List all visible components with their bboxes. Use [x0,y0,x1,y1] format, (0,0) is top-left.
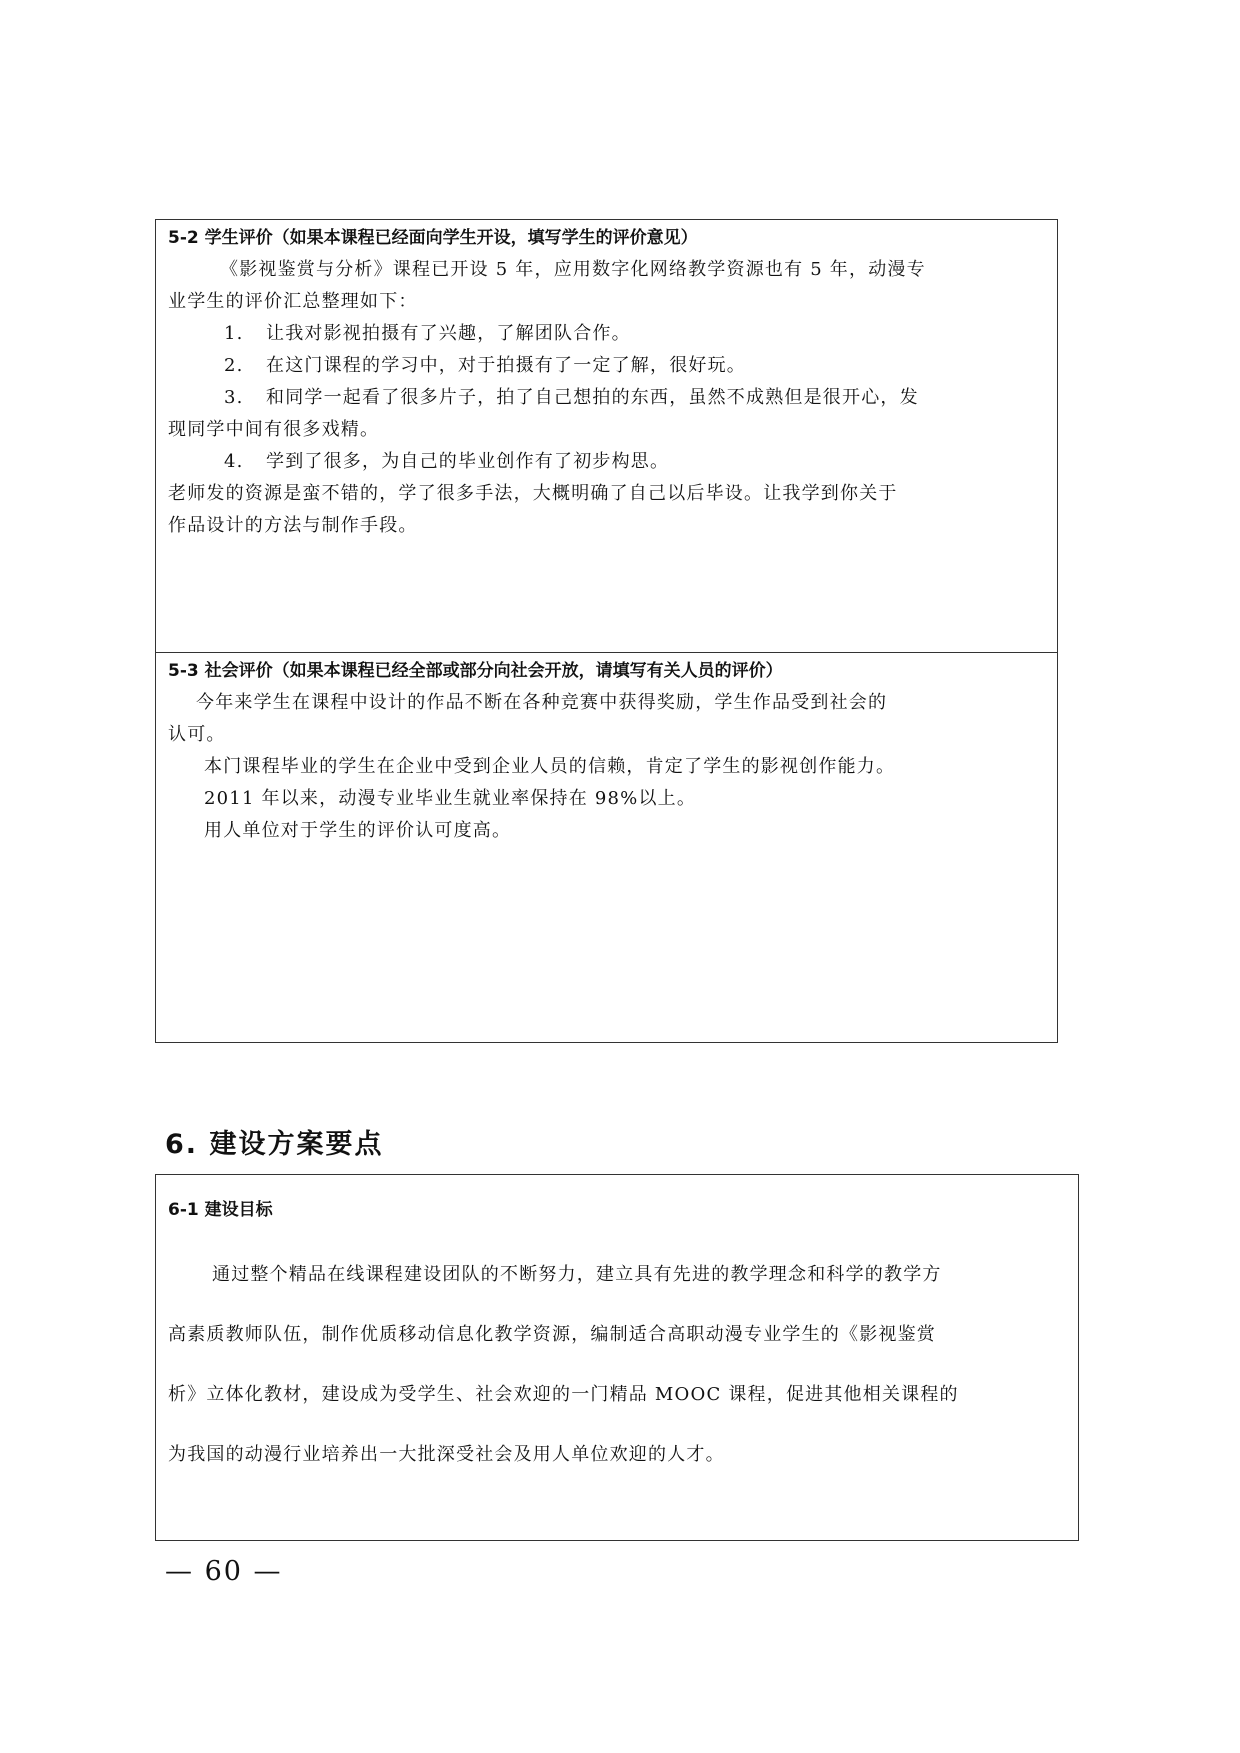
intro-line-2: 业学生的评价汇总整理如下： [168,291,418,312]
list-item-number: 4. [224,451,244,472]
list-item-number: 3. [224,387,244,408]
social-paragraph-2: 本门课程毕业的学生在企业中受到企业人员的信赖，肯定了学生的影视创作能力。 [204,756,896,777]
list-item [168,446,1047,478]
list-item-text: 让我对影视拍摄有了兴趣，了解团队合作。 [266,323,631,344]
social-evaluation-box [155,652,1058,1043]
section-5-2-title: 5-2 学生评价（如果本课程已经面向学生开设，填写学生的评价意见） [168,228,698,248]
goal-line-4: 为我国的动漫行业培养出一大批深受社会及用人单位欢迎的人才。 [168,1444,725,1465]
list-item-text: 和同学一起看了很多片子，拍了自己想拍的东西，虽然不成熟但是很开心，发 [266,387,919,408]
student-evaluation-box [155,219,1058,654]
list-item [168,382,1047,414]
intro-line-1: 《影视鉴赏与分析》课程已开设 5 年，应用数字化网络教学资源也有 5 年，动漫专 [220,259,926,280]
goal-line-3: 析》立体化教材，建设成为受学生、社会欢迎的一门精品 MOOC 课程，促进其他相关课程的 [168,1384,959,1405]
list-item [168,318,1047,350]
list-item-continuation: 现同学中间有很多戏精。 [168,419,380,440]
list-item-text: 在这门课程的学习中，对于拍摄有了一定了解，很好玩。 [266,355,746,376]
list-item-number: 2. [224,355,244,376]
section-5-3-title: 5-3 社会评价（如果本课程已经全部或部分向社会开放，请填写有关人员的评价） [168,661,783,681]
section-6-1-title: 6-1 建设目标 [168,1200,273,1220]
list-item-number: 1. [224,323,244,344]
social-paragraph-1-line-2: 认可。 [168,724,226,745]
closing-line-1: 老师发的资源是蛮不错的，学了很多手法，大概明确了自己以后毕设。让我学到你关于 [168,483,898,504]
list-item-text: 学到了很多，为自己的毕业创作有了初步构思。 [266,451,670,472]
closing-line-2: 作品设计的方法与制作手段。 [168,515,418,536]
section-6-heading: 6. 建设方案要点 [165,1129,384,1160]
list-item [168,350,1047,382]
social-paragraph-1-line-1: 今年来学生在课程中设计的作品不断在各种竞赛中获得奖励，学生作品受到社会的 [196,692,888,713]
social-paragraph-4: 用人单位对于学生的评价认可度高。 [204,820,512,841]
construction-goal-box [155,1174,1079,1541]
goal-line-2: 高素质教师队伍，制作优质移动信息化教学资源，编制适合高职动漫专业学生的《影视鉴赏 [168,1324,936,1345]
social-paragraph-3: 2011 年以来，动漫专业毕业生就业率保持在 98%以上。 [204,788,697,809]
page-number: — 60 — [165,1556,283,1587]
goal-line-1: 通过整个精品在线课程建设团队的不断努力，建立具有先进的教学理念和科学的教学方 [212,1264,942,1285]
